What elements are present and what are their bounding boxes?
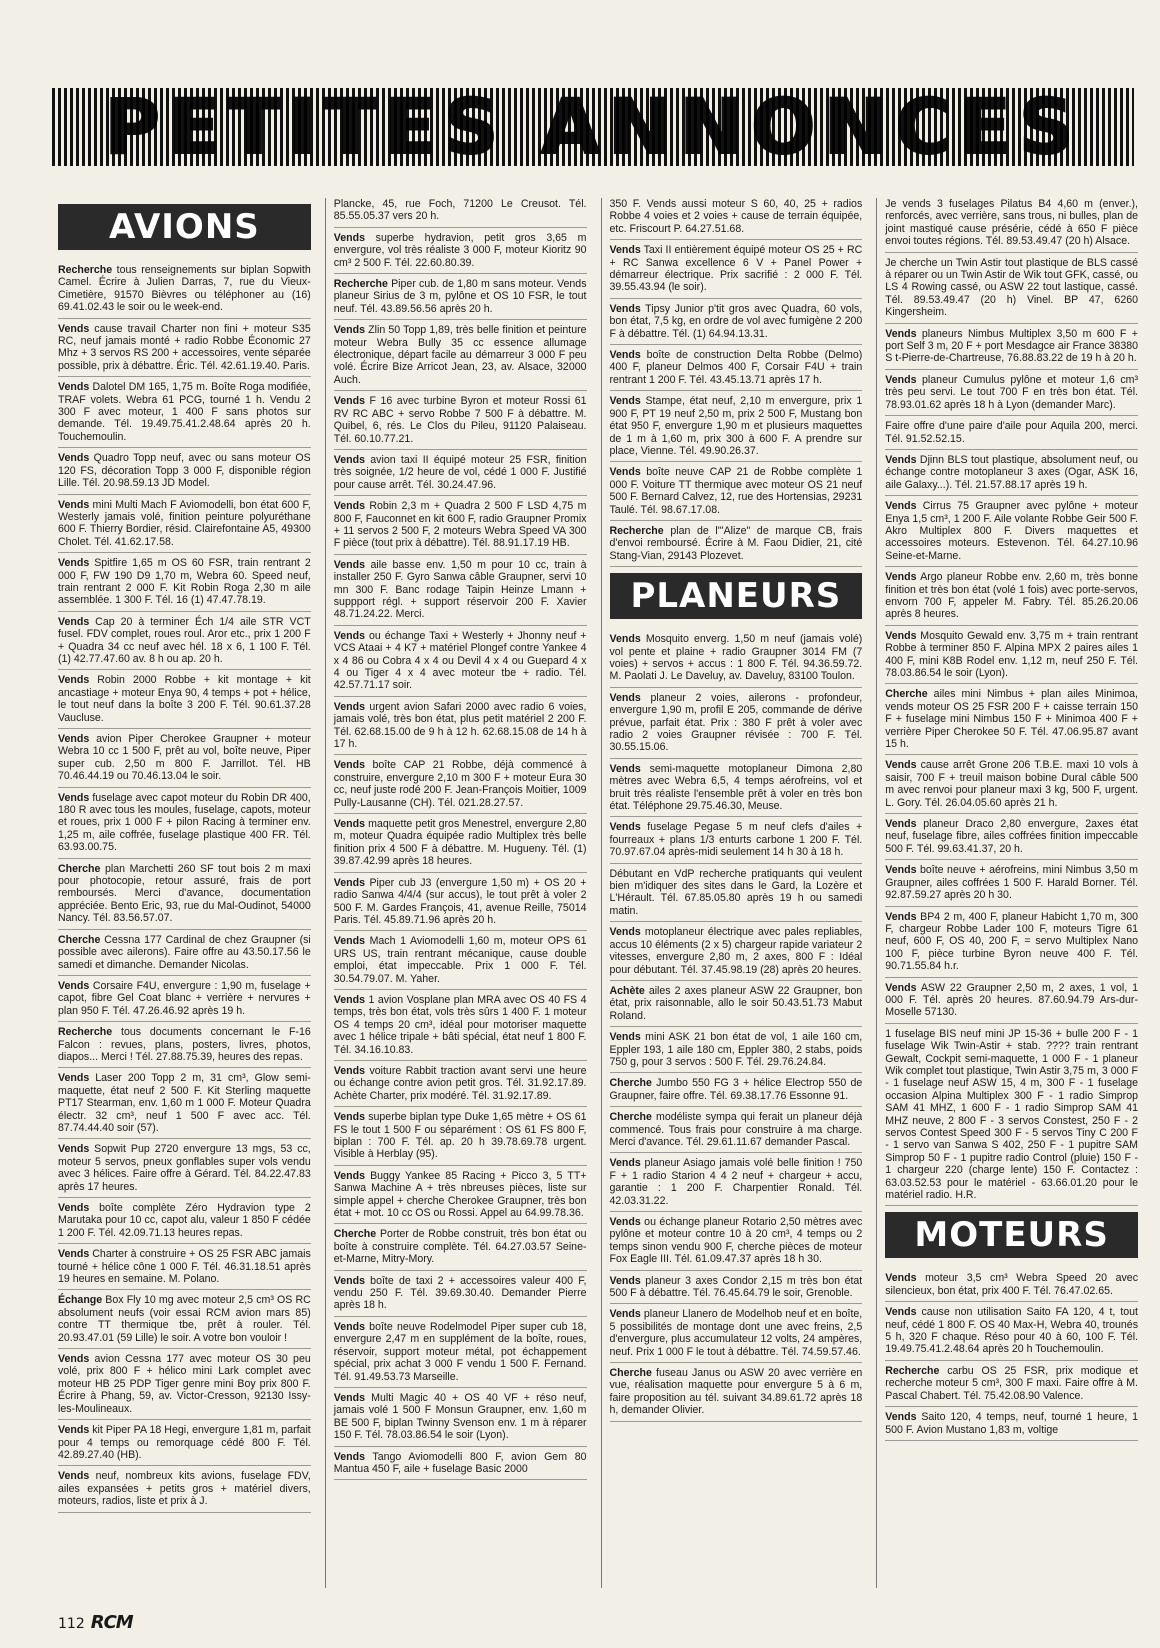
classified-ad [610, 985, 863, 1027]
ad-text: boîte complète Zéro Hydravion type 2 Marutaka pour 10 cc, capot alu, valeur 1 850 F cédée 1 200 F. Tél. 42.09.71.13 heures repas. [58, 1202, 311, 1239]
ad-text: moteur 3,5 cm³ Webra Speed 20 avec silencieux, bon état, prix 400 F. Tél. 76.47.02.65. [885, 1272, 1138, 1297]
ad-text: planeur Llanero de Modelhob neuf et en boîte, 5 possibilités de montage dont une avec freins, 2,5 d'envergure, plus accumulateur 12 volts, 24 ampères, neuf. Prix 1 000 F le tout à débattre. Tél. 74.59.57.46. [609, 1308, 863, 1358]
ad-keyword: Vends [885, 327, 917, 340]
ad-text: Piper cub J3 (envergure 1,50 m) + OS 20 + radio Sanwa 4/4/4 (sur accus), le tout prêt à voler 2 500 F. M. Gardes François, 41, avenue Reille, 75014 Paris. Tél. 45.89.71.96 après 20 h. [333, 876, 587, 926]
ad-text: Saito 120, 4 temps, neuf, tourné 1 heure, 1 500 F. Avion Mustano 1,83 m, voltige [885, 1411, 1138, 1436]
ad-keyword: Vends [58, 733, 90, 745]
ad-keyword: Vends [333, 453, 365, 466]
ad-text: ou échange Taxi + Westerly + Jhonny neuf + VCS Ataai + 4 K7 + matériel Plongef contre Yankee 4 x 4 86 ou Cobra 4 x 4 ou Devil 4 x 4 ou Guepard 4 x 4 ou Tiger 4 x 4 avec moteur tbe + radio. Tél. 42.57.71.17 soir. [333, 629, 587, 692]
ad-keyword: Vends [58, 674, 90, 687]
ad-text: mini Multi Mach F Aviomodelli, bon état 600 F, Westerly jamais volé, finition peinture polyuréthane 600 F. Thierry Bordier, résid. Clairefontaine A5, 49300 Cholet. Tél. 41.62.17.58. [58, 498, 311, 548]
ad-keyword: Vends [58, 791, 90, 804]
ad-text: boîte CAP 21 Robbe, déjà commencé à construire, envergure 2,10 m 300 F + moteur Eura 30 cc, neuf juste rodé 200 F. Jean-François Moitier, 1009 Pully-Lausanne (CH). Tél. 021.28.27.57. [333, 759, 587, 809]
ad-text: ailes mini Nimbus + plan ailes Minimoa, vends moteur OS 25 FSR 200 F + caisse terrain 150 F + fuselage mini Nimbus 150 F + Minimoa 400 F + verrière Piper Cherokee 50 F. Tél. 47.06.95.87 avant 15 h. [885, 688, 1138, 751]
classified-ad [58, 616, 311, 671]
ad-text: Piper cub. de 1,80 m sans moteur. Vends planeur Sirius de 3 m, pylône et OS 10 FSR, le tout neuf. Tél. 43.89.56.56 après 20 h. [333, 278, 587, 315]
ad-keyword: Recherche [609, 524, 664, 537]
ad-text: Cessna 177 Cardinal de chez Graupner (si possible avec ailerons). Faire offre au 43.50.17.56 le samedi et dimanche. Demander Nicolas. [58, 933, 311, 971]
classified-ad [334, 232, 587, 274]
classified-ad [885, 1272, 1138, 1302]
ad-text: ou échange planeur Rotario 2,50 mètres avec pylône et moteur contre 10 à 20 cm³, 4 temps ou 2 temps sinon vendu 900 F, cherche pièces de moteur Fox Eagle III. Tél. 61.09.47.37 après 18 h 30. [609, 1216, 863, 1266]
classified-ad [58, 980, 311, 1022]
ad-text: Faire offre d'une paire d'aile pour Aquila 200, merci. Tél. 91.52.52.15. [885, 420, 1138, 445]
classified-ad [610, 395, 863, 462]
classified-ad [885, 911, 1138, 978]
ad-text: Stampe, état neuf, 2,10 m envergure, prix 1 900 F, PT 19 neuf 2,50 m, prix 2 500 F, Mustang bon état 950 F, envergure 1,90 m et plusieurs maquettes de 1 m à 1,60 m, prix 300 à 600 F. A prendre sur place, Vienne. Tél. 49.90.26.37. [609, 395, 863, 457]
classified-ad [610, 303, 863, 345]
ad-text: BP4 2 m, 400 F, planeur Habicht 1,70 m, 300 F, chargeur Robbe Lader 100 F, moteurs Tigre 61 neuf, 600 F, OS 40, 200 F, = servo Multiplex Nano 100 F, pièce turbine Byron neuve 400 F. Tél. 90.71.55.84 h.r. [885, 910, 1138, 973]
classified-columns [58, 198, 1138, 1588]
classified-ad [58, 1424, 311, 1466]
classified-ad [885, 688, 1138, 755]
classified-ad [885, 864, 1138, 906]
ad-keyword: Cherche [333, 1228, 377, 1241]
classified-ad [885, 420, 1138, 450]
ad-keyword: Vends [609, 926, 641, 939]
ad-keyword: Vends [885, 1272, 917, 1285]
ad-keyword: Vends [885, 453, 917, 466]
classified-ad [885, 1028, 1138, 1207]
ad-text: planeur 2 voies, ailerons - profondeur, envergure 1,90 m, profil E 205, commande de dérive prévue, parfait état. Prix : 380 F prêt à voler avec radio 2 voies Graupner révisée : 700 F. Tél. 30.55.15.06. [609, 691, 863, 754]
ad-text: Cirrus 75 Graupner avec pylône + moteur Enya 1,5 cm³, 1 200 F. Aile volante Robbe Geir 500 F. Akro Multiplex 800 F. Divers maquettes et accessoires moteurs. Estevenon. Tél. 64.27.10.96 Seine-et-Marne. [885, 500, 1138, 562]
ad-text: superbe hydravion, petit gros 3,65 m envergure, vol très réaliste 3 000 F, moteur Kioritz 90 cm³ 2 500 F. Tél. 22.60.80.39. [333, 231, 587, 269]
ad-text: Je cherche un Twin Astir tout plastique de BLS cassé à réparer ou un Twin Astir de Wik tout GFK, cassé, ou LS 4 Rowing cassé, ou ASW 22 tout lastique, cassé. Tél. 89.53.49.47 (20 h) Vinel. BP 47, 6260 Kingersheim. [885, 256, 1138, 319]
ad-keyword: Recherche [333, 278, 388, 291]
classified-ad [885, 500, 1138, 567]
classified-ad [885, 759, 1138, 814]
ad-keyword: Vends [885, 864, 917, 877]
classified-ad [885, 1411, 1138, 1441]
classified-ad [58, 934, 311, 976]
classified-ad [58, 1143, 311, 1198]
classified-ad [610, 349, 863, 391]
ad-keyword: Recherche [885, 1364, 940, 1377]
classified-ad [885, 571, 1138, 626]
ad-keyword: Échange [58, 1294, 103, 1307]
ad-keyword: Vends [609, 466, 641, 479]
classified-ad [885, 630, 1138, 685]
classified-ad [610, 1157, 863, 1212]
ad-text: kit Piper PA 18 Hegi, envergure 1,81 m, parfait pour 4 temps ou remorquage cédé 800 F. Tél. 42.89.27.40 (HB). [58, 1424, 311, 1461]
classified-ad [334, 994, 587, 1061]
classified-ad [610, 633, 863, 688]
ad-keyword: Vends [333, 629, 365, 642]
ad-keyword: Vends [609, 1308, 641, 1321]
classified-ad [58, 792, 311, 859]
classified-ad [58, 1026, 311, 1068]
ad-keyword: Vends [609, 1274, 641, 1287]
ad-keyword: Cherche [609, 1367, 652, 1380]
classified-ad [885, 982, 1138, 1024]
ad-keyword: Vends [333, 1450, 365, 1463]
classified-ad [58, 452, 311, 494]
classified-ad [334, 935, 587, 990]
page-number: 112 [58, 1616, 85, 1632]
classified-ad [610, 1216, 863, 1271]
ad-text: planeur Cumulus pylône et moteur 1,6 cm³ très peu servi. Le tout 700 F en très bon état. Tél. 78.93.01.62 après 18 h à Lyon (demander Marc). [885, 373, 1138, 411]
ad-keyword: Vends [885, 629, 917, 642]
ad-text: voiture Rabbit traction avant servi une heure ou échange contre avion petit gros. Tél. 31.92.17.89. Achète Charter, prix modéré. Tél. 31.92.17.89. [333, 1064, 587, 1102]
ad-keyword: Vends [885, 910, 917, 923]
ad-keyword: Vends [333, 759, 365, 772]
ad-text: Charter à construire + OS 25 FSR ABC jamais tourné + hélice cône 1 000 F. Tél. 46.31.18.51 après 19 heures en semaine. M. Polano. [58, 1248, 311, 1286]
classified-ad [58, 557, 311, 612]
ad-keyword: Vends [333, 876, 365, 889]
ad-text: boîte de taxi 2 + accessoires valeur 400 F, vendu 250 F. Tél. 39.69.30.40. Demander Pierre après 18 h. [333, 1274, 587, 1312]
classified-ad [334, 500, 587, 555]
ad-keyword: Vends [609, 244, 641, 257]
ad-text: carbu OS 25 FSR, prix modique et recherche moteur 5 cm³, 300 F maxi. Faire offre à M. Pascal Chabert. Tél. 75.42.08.90 Valence. [885, 1364, 1138, 1402]
column-4 [876, 198, 1138, 1588]
classified-ad [58, 499, 311, 554]
ad-keyword: Vends [58, 615, 90, 628]
ad-text: avion Piper Cherokee Graupner + moteur Webra 10 cc 1 500 F, prêt au vol, boîte neuve, Piper super cub. 2,50 m 800 F. Jarrillot. Tél. HB 70.46.44.19 ou 70.46.13.04 le soir. [58, 733, 311, 783]
ad-keyword: Vends [885, 759, 917, 772]
masthead-title [52, 88, 1134, 166]
classified-ad [334, 877, 587, 932]
ad-text: superbe biplan type Duke 1,65 mètre + OS 61 FS le tout 1 500 F ou séparément : OS 61 FS 800 F, biplan : 700 F. Tél. ap. 20 h 39.78.69.78 urgent. Visible à Herblay (95). [333, 1111, 587, 1161]
ad-text: Djinn BLS tout plastique, absolument neuf, ou échange contre motoplaneur 3 axes (Ogar, ASK 16, aile Galaxy...). Tél. 21.57.88.17 après 19 h. [885, 453, 1138, 491]
classified-ad [58, 264, 311, 319]
ad-text: ASW 22 Graupner 2,50 m, 2 axes, 1 vol, 1 000 F. Tél. après 20 heures. 87.60.94.79 Ars-dur-Moselle 57130. [885, 981, 1138, 1019]
ad-keyword: Vends [885, 981, 917, 994]
classified-ad [58, 1072, 311, 1139]
ad-text: Robin 2,3 m + Quadra 2 500 F LSD 4,75 m 800 F, Fauconnet en kit 600 F, radio Graupner Promix + 11 servos 2 500 F, 2 moteurs Webra Speed VA 300 F pièce (tout prix à débattre). Tél. 88.91.17.19 HB. [333, 500, 587, 550]
ad-keyword: Vends [58, 1424, 90, 1437]
masthead-text: PETITES ANNONCES [104, 88, 1082, 166]
classified-ad [58, 381, 311, 448]
ad-keyword: Vends [885, 373, 917, 386]
classified-ad [334, 1228, 587, 1270]
column-3 [601, 198, 863, 1588]
ad-keyword: Vends [333, 231, 365, 244]
ad-keyword: Vends [333, 395, 365, 408]
ad-text: Multi Magic 40 + OS 40 VF + réso neuf, jamais volé 1 500 F Monsun Graupner, env. 1,60 m BE 500 F, biplan Twinny Svenson env. 1 m à réparer 150 F. Tél. 78.03.86.54 le soir (Lyon). [333, 1391, 587, 1442]
ad-text: fuseau Janus ou ASW 20 avec verrière en vue, réalisation maquette pour envergure 5 à 6 m, faire proposition au tél. suivant 34.89.61.72 après 18 h, demander Olivier. [609, 1367, 863, 1417]
ad-keyword: Vends [58, 1072, 90, 1085]
ad-text: Quadro Topp neuf, avec ou sans moteur OS 120 FS, décoration Topp 3 000 F, disponible région Lille. Tél. 20.98.59.13 JD Model. [58, 452, 311, 490]
ad-keyword: Vends [58, 1470, 90, 1483]
column-1 [58, 198, 311, 1588]
ad-keyword: Vends [58, 1248, 90, 1261]
ad-keyword: Vends [609, 762, 641, 775]
ad-text: avion Cessna 177 avec moteur OS 30 peu volé, prix 800 F + hélico mini Lark complet avec moteur HB 25 PDP Tiger genre mini Boy prix 800 F. Écrire à Phang, 59, av. Victor-Cresson, 92130 Issy-les-Moulineaux. [58, 1353, 311, 1415]
ad-text: boîte neuve + aérofreins, mini Nimbus 3,50 m Graupner, ailes coffrées 1 500 F. Harald Borner. Tél. 92.87.59.27 après 20 h 30. [885, 864, 1138, 902]
ad-keyword: Vends [885, 818, 917, 831]
ad-text: avion taxi II équipé moteur 25 FSR, finition très soignée, 1/2 heure de vol, cédé 1 000 F. Justifié pour cause arrêt. Tél. 30.24.47.96. [333, 453, 587, 491]
classified-ad [610, 466, 863, 521]
classified-ad [885, 198, 1138, 253]
ad-text: cause travail Charter non fini + moteur S35 RC, neuf jamais monté + radio Robbe Économic 27 Mhz + 3 servos RS 200 + accessoires, vente séparée possible, prix à débattre. Éric. Tél. 42.61.19.40. Paris. [58, 322, 311, 372]
ad-text: tous documents concernant le F-16 Falcon : revues, plans, posters, livres, photos, diapos... Merci ! Tél. 27.88.75.39, heures des repas. [58, 1026, 311, 1063]
classified-ad [334, 1065, 587, 1107]
classified-ad [58, 1294, 311, 1349]
classified-ad [58, 1353, 311, 1420]
magazine-logo: RCM [90, 1612, 133, 1633]
ad-keyword: Vends [609, 633, 641, 646]
ad-keyword: Recherche [58, 264, 113, 276]
ad-text: Box Fly 10 mg avec moteur 2,5 cm³ OS RC absolument neufs (voir essai RCM avion mars 85) contre TT thermique tbe, prêt à rouler. Tél. 20.93.47.01 (59 Lille) le soir. A votre bon vouloir ! [58, 1294, 311, 1344]
ad-keyword: Vends [333, 1064, 365, 1077]
ad-text: urgent avion Safari 2000 avec radio 6 voies, jamais volé, très bon état, plus petit matériel 2 200 F. Tél. 62.68.15.00 de 9 h à 12 h. 62.68.15.08 de 14 h à 17 h. [333, 700, 587, 751]
ad-keyword: Vends [58, 1202, 90, 1214]
ad-keyword: Vends [58, 381, 90, 394]
ad-text: tous renseignements sur biplan Sopwith Camel. Écrire à Julien Darras, 7, rue du Vieux-Cimetière, 91570 Bièvres ou téléphoner au (16) 69.41.02.43 le soir ou le week-end. [58, 264, 311, 314]
ad-text: Mach 1 Aviomodelli 1,60 m, moteur OPS 61 URS US, train rentrant mécanique, cause double emploi, état impeccable. Prix 1 000 F. Tél. 30.54.79.07. M. Yaher. [333, 935, 587, 985]
ad-keyword: Vends [333, 935, 365, 948]
ad-text: cause arrêt Grone 206 T.B.E. maxi 10 vols à saisir, 700 F + treuil maison bobine Dural câble 500 m avec renvoi pour planeur maxi 3 kg, 500 F, urgent. L. Gory. Tél. 26.04.05.60 après 21 h. [885, 759, 1138, 809]
ad-keyword: Vends [333, 1111, 365, 1124]
classified-ad [334, 701, 587, 756]
classified-ad [334, 198, 587, 228]
classified-ad [334, 278, 587, 320]
ad-text: plan Marchetti 260 SF tout bois 2 m maxi pour photocopie, retour assuré, frais de port remboursés. Merci d'avance, documentation appréciée. Bento Eric, 93, rue du Mal-Oudinot, 54000 Nancy. Tél. 83.56.57.07. [58, 862, 311, 925]
section-title-avions: AVIONS [58, 204, 311, 250]
ad-keyword: Vends [58, 1143, 90, 1156]
classified-ad [610, 926, 863, 981]
ad-keyword: Vends [609, 821, 641, 834]
ad-keyword: Vends [609, 691, 641, 704]
ad-text: Laser 200 Topp 2 m, 31 cm³, Glow semi-maquette, état neuf 2 500 F. Kit Sterling maquette PT17 Stearman, env. 1,60 m 1 000 F. Moteur Quadra électr. 32 cm³, neuf 1 500 F avec acc. Tél. 87.74.44.40 soir (57). [58, 1072, 311, 1134]
ad-keyword: Vends [609, 302, 641, 315]
ad-text: boîte de construction Delta Robbe (Delmo) 400 F, planeur Delmos 400 F, Corsair F4U + train rentrant 1 200 F. Tél. 43.45.13.71 après 17 h. [609, 349, 863, 386]
ad-keyword: Vends [58, 1353, 90, 1366]
ad-text: Débutant en VdP recherche pratiquants qui veulent bien m'idiquer des sites dans le Gard, la Lozère et L'Hérault. Tél. 67.85.05.80 après 19 h ou samedi matin. [609, 867, 863, 917]
ad-text: semi-maquette motoplaneur Dimona 2,80 mètres avec Webra 6,5, 4 temps aérofreins, vol et bruit très réaliste l'ensemble prêt à voler en très bon état. Téléphone 29.75.46.30, Meuse. [609, 762, 863, 813]
classified-ad [610, 692, 863, 759]
ad-keyword: Recherche [58, 1026, 113, 1039]
ad-text: Tipsy Junior p'tit gros avec Quadra, 60 vols, bon état, 7,5 kg, en ordre de vol avec fumigène 2 200 F à débattre. Tél. (1) 64.94.13.31. [609, 302, 863, 340]
ad-keyword: Vends [609, 1031, 641, 1044]
classified-ad [58, 733, 311, 788]
classified-ad [334, 1392, 587, 1447]
ad-text: Zlin 50 Topp 1,89, très belle finition et peinture moteur Webra Bully 35 cc essence allumage électronique, départ facile au démarreur 3 000 F peu volé. Écrire Bize Arricot Jean, 23, av. Alsace, 32000 Auch. [333, 324, 587, 386]
classified-ad [610, 1308, 863, 1363]
ad-keyword: Cherche [609, 1077, 652, 1090]
ad-keyword: Cherche [609, 1111, 652, 1124]
classified-ad [334, 559, 587, 626]
ad-text: Cap 20 à terminer Éch 1/4 aile STR VCT fusel. FDV complet, roues roul. Aror etc., prix 1 200 F + Quadra 34 cc neuf avec hél. 18 x 6, 1 100 F. Tél. (1) 42.77.47.60 av. 8 h ou ap. 20 h. [58, 615, 311, 665]
classified-ad [610, 1031, 863, 1073]
ad-keyword: Vends [333, 1274, 365, 1287]
classified-ad [885, 328, 1138, 370]
ad-keyword: Vends [58, 557, 90, 570]
classified-ad [610, 525, 863, 567]
ad-text: Tango Aviomodelli 800 F, avion Gem 80 Mantua 450 F, aile + fuselage Basic 2000 [333, 1450, 587, 1475]
classified-ad [334, 759, 587, 814]
ad-text: planeur Asiago jamais volé belle finition ! 750 F + 1 radio Starion 4 4 2 neuf + chargeur + accu, garantie : 1 200 F. Charpentier Ronald. Tél. 42.03.31.22. [609, 1157, 863, 1207]
ad-text: Dalotel DM 165, 1,75 m. Boîte Roga modifiée, TRAF volets. Webra 61 PCG, tourné 1 h. Vendu 2 300 F avec moteur, 1 400 F sans photos sur demande. Tél. 19.49.75.41.2.48.64 après 20 h. Touchemoulin. [58, 381, 311, 443]
ad-text: planeur Draco 2,80 envergure, 2axes état neuf, fuselage fibre, ailes coffrées finition impeccable 500 F. Tél. 99.63.41.37, 20 h. [885, 818, 1138, 855]
classified-ad [610, 1111, 863, 1153]
classified-ad [610, 763, 863, 818]
ad-text: Taxi II entièrement équipé moteur OS 25 + RC + RC Sanwa excellence 6 V + Panel Power + démarreur électrique. Prix sacrifié : 2 000 F. Tél. 39.55.43.94 (le soir). [609, 244, 863, 294]
ad-text: mini ASK 21 bon état de vol, 1 aile 160 cm, Eppler 193, 1 aile 180 cm, Eppler 380, 2 stabs, poids 750 g, pour 3 servos : 500 F. Tél. 29.76.24.84. [609, 1031, 863, 1068]
ad-keyword: Vends [333, 700, 365, 713]
ad-keyword: Cherche [58, 862, 101, 875]
ad-keyword: Vends [885, 1306, 917, 1319]
ad-keyword: Vends [885, 571, 917, 584]
ad-text: Jumbo 550 FG 3 + hélice Electrop 550 de Graupner, faire offre. Tél. 69.38.17.76 Essonne 91. [609, 1077, 863, 1102]
ad-text: Plancke, 45, rue Foch, 71200 Le Creusot. Tél. 85.55.05.37 vers 20 h. [333, 198, 587, 223]
ad-text: boîte neuve CAP 21 de Robbe complète 1 000 F. Voiture TT thermique avec moteur OS 21 neuf 500 F. Bernard Calvez, 12, rue des Hortensias, 29231 Taulé. Tél. 98.67.17.08. [609, 466, 863, 516]
classified-ad [334, 1275, 587, 1317]
ad-text: boîte neuve Rodelmodel Piper super cub 18, envergure 2,47 m en supplément de la boîte, roues, réservoir, support moteur métal, pot échappement spécial, prix achat 3 000 F vendu 1 500 F. Fernand. Tél. 91.49.53.73 Marseille. [333, 1320, 587, 1383]
classified-ad [334, 1451, 587, 1481]
classified-ad [885, 454, 1138, 496]
ad-keyword: Achète [609, 984, 645, 997]
classified-ad [610, 1077, 863, 1107]
ad-keyword: Vends [609, 349, 641, 362]
ad-text: Mosquito enverg. 1,50 m neuf (jamais volé) vol pente et plaine + radio Graupner 3014 FM (7 voies) + servos + accus : 1 800 F. Tél. 94.36.59.72. M. Paolati J. Le Daveluy, av. Daveluy, 83100 Toulon. [609, 633, 863, 683]
ad-keyword: Vends [333, 324, 365, 337]
ad-text: Mosquito Gewald env. 3,75 m + train rentrant Robbe à terminer 850 F. Alpina MPX 2 paires ailes 1 400 F, mini K8B Rodel env. 1,12 m, neuf 250 F. Tél. 78.03.86.54 le soir (Lyon). [885, 629, 1138, 679]
classified-ad [885, 1365, 1138, 1407]
classified-ad [334, 395, 587, 450]
classified-ad [58, 863, 311, 930]
classified-ad [885, 257, 1138, 324]
ad-keyword: Vends [333, 1320, 365, 1333]
classified-ad [58, 1202, 311, 1244]
page-footer [58, 1612, 133, 1633]
ad-text: 350 F. Vends aussi moteur S 60, 40, 25 + radios Robbe 4 voies et 2 voies + cause de terrain équipée, etc. Friscourt P. 64.27.51.68. [609, 198, 863, 235]
ad-text: Robin 2000 Robbe + kit montage + kit ancastiage + moteur Enya 90, 4 temps + pot + hélice, le tout neuf dans la boîte 3 200 F. Tél. 90.61.37.28 Vaucluse. [58, 674, 311, 724]
ad-keyword: Vends [58, 322, 90, 335]
column-2 [325, 198, 587, 1588]
classified-ad [610, 868, 863, 923]
ad-text: 1 avion Vosplane plan MRA avec OS 40 FS 4 temps, très bon état, vols très sûrs 1 400 F. 1 moteur OS 4 temps 20 cm³, idéal pour motoriser maquette avec 1 hélice tripale + bâti spécial, état neuf 1 800 F. Tél. 34.16.10.83. [333, 993, 587, 1056]
ad-text: Porter de Robbe construit, très bon état ou boîte à construire complète. Tél. 64.27.03.57 Seine-et-Marne, Mitry-Mory. [333, 1228, 587, 1266]
classified-ad [334, 1321, 587, 1388]
ad-text: maquette petit gros Menestrel, envergure 2,80 m, moteur Quadra équipée radio Multiplex très belle finition prix 4 500 F à débattre. M. Hugueny. Tél. (1) 39.87.42.99 après 18 heures. [333, 818, 587, 868]
classified-ad [58, 323, 311, 378]
ad-keyword: Cherche [58, 933, 101, 946]
classified-ad [334, 818, 587, 873]
classified-ad [334, 324, 587, 391]
section-title-planeurs: PLANEURS [610, 573, 863, 619]
classified-ad [885, 818, 1138, 860]
classified-ad [334, 1111, 587, 1166]
classified-ad [334, 454, 587, 496]
classified-ad [610, 821, 863, 863]
ad-keyword: Vends [333, 558, 365, 571]
classified-ad [885, 374, 1138, 416]
ad-text: aile basse env. 1,50 m pour 10 cc, train à installer 250 F. Gyro Sanwa câble Graupner, servi 10 mn 300 F. Banc rodage Taipin Heinze Lmann + suppport régl. + support réservoir 200 F. Xavier 48.71.24.22. Merci. [333, 558, 587, 621]
ad-keyword: Vends [885, 500, 917, 513]
classified-ad [58, 1470, 311, 1512]
classified-ad [610, 1367, 863, 1422]
classified-ad [885, 1306, 1138, 1361]
ad-keyword: Vends [58, 452, 90, 465]
ad-keyword: Vends [333, 818, 365, 831]
ad-keyword: Vends [58, 498, 90, 511]
ad-keyword: Vends [609, 1157, 641, 1170]
ad-keyword: Vends [609, 395, 641, 408]
ad-text: F 16 avec turbine Byron et moteur Rossi 61 RV RC ABC + servo Robbe 7 500 F à débattre. M. Quibel, 6, rés. Le Clos du Pileu, 91120 Palaiseau. Tél. 60.10.77.21. [333, 395, 587, 445]
ad-text: fuselage avec capot moteur du Robin DR 400, 180 R avec tous les moules, fuselage, capots, moteur et roues, prix 1 000 F + pilon Racing à terminer env. 1,25 m, aile coffrée, fuselage plastique 400 FR. Tél. 63.93.00.75. [58, 791, 311, 854]
classified-ad [610, 244, 863, 299]
ad-keyword: Cherche [885, 688, 928, 701]
ad-text: 1 fuselage BIS neuf mini JP 15-36 + bulle 200 F - 1 fuselage Wik Twin-Astir + stab. ???? train rentrant Gewalt, Cockpit semi-maquette, 1 000 F - 1 planeur Wik complet tout plastique, Twin Astir 3,75 m, 3 000 F - 1 fuselage neuf ASW 15, 4 m, 300 F - 1 fuselage occasion Alpina Multiplex 300 F - 1 radio Simprop SAM 41 MHZ, 1 600 F - 1 radio Simprop SAM 41 MHZ neuve, 2 800 F - 3 servos Constest, 250 F - 2 servos Contest Speed 300 F - 5 servos Tiny C 200 F - 1 servo van Sanwa S 402, 250 F - 1 pupitre SAM Simprop 50 F - 1 pupitre radio Control (pluie) 150 F - 1 chargeur 220 (charge lente) 150 F. Contactez : 63.03.52.53 pour le matériel - 63.66.01.20 pour le matériel radio. H.R. [885, 1027, 1138, 1202]
classified-ad [58, 674, 311, 729]
classified-ad [610, 1275, 863, 1305]
ad-text: ailes 2 axes planeur ASW 22 Graupner, bon état, prix raisonnable, allo le soir 50.43.51.73 Mabut Roland. [609, 984, 863, 1022]
ad-text: plan de l'"Alize" de marque CB, frais d'envoi remboursé. Écrire à M. Faou Didier, 21, cité Stang-Vian, 29143 Plozevet. [609, 524, 863, 562]
ad-text: Je vends 3 fuselages Pilatus B4 4,60 m (enver.), renforcés, avec verrière, sans trous, ni bulles, plan de joint mastiqué cause présérie, cédé à 650 F pièce envoi toutes régions. Tél. 89.53.49.47 (20 h) Alsace. [885, 198, 1138, 248]
ad-text: fuselage Pegase 5 m neuf clefs d'ailes + fourreaux + plans 1/3 enturts carbone 1 200 F. Tél. 70.97.67.04 après-midi seulement 14 h 30 à 18 h. [609, 821, 863, 859]
classified-ad [58, 1248, 311, 1290]
ad-text: Buggy Yankee 85 Racing + Picco 3, 5 TT+ Sanwa Machine A + très nbreuses pièces, liste sur simple appel + cherche Cherokee Graupner, très bon état + mot. 10 cc OS ou Rossi. Appel au 64.99.78.36. [333, 1169, 587, 1220]
classified-ad [610, 198, 863, 240]
ad-keyword: Vends [333, 500, 365, 513]
ad-text: modéliste sympa qui ferait un planeur déjà commencé. Tous frais pour construire à ma charge. Merci d'avance. Tél. 29.61.11.67 demander Pascal. [609, 1111, 863, 1148]
ad-text: Corsaire F4U, envergure : 1,90 m, fuselage + capot, fibre Gel Coat blanc + verrière + nervures + plan 950 F. Tél. 47.26.46.92 après 19 h. [58, 979, 311, 1017]
ad-text: Spitfire 1,65 m OS 60 FSR, train rentrant 2 000 F, FW 190 D9 1,70 m, Webra 60. Speed neuf, train rentrant 2 000 F. Kit Robin Roga 2,30 m aile assemblée. 1 300 F. Tél. 16 (1) 47.47.78.19. [58, 557, 311, 607]
ad-text: Argo planeur Robbe env. 2,60 m, très bonne finition et très bon état (volé 1 fois) avec porte-servos, envorn 700 F, appeler M. Fabry. Tél. 85.26.20.06 après 8 heures. [885, 571, 1138, 621]
ad-keyword: Vends [885, 1411, 917, 1424]
ad-keyword: Vends [333, 1169, 365, 1182]
ad-keyword: Vends [333, 993, 365, 1006]
classified-ad [334, 630, 587, 697]
ad-text: neuf, nombreux kits avions, fuselage FDV, ailes expansées + petits gros + matériel divers, moteurs, radios, liste et prix à J. [58, 1470, 311, 1508]
section-title-moteurs: MOTEURS [885, 1212, 1138, 1258]
ad-keyword: Vends [609, 1216, 641, 1228]
classified-ad [334, 1170, 587, 1225]
ad-text: planeurs Nimbus Multiplex 3,50 m 600 F + port Self 3 m, 20 F + port Mesdagce air France 38380 S t-Pierre-de-Chartreuse, 76.88.83.22 de 19 h à 20 h. [885, 327, 1138, 365]
ad-text: planeur 3 axes Condor 2,15 m très bon état 500 F à débattre. Tél. 76.45.64.79 le soir, Grenoble. [609, 1274, 863, 1300]
ad-text: Sopwit Pup 2720 envergure 13 mgs, 53 cc, moteur 5 servos, pneux gonflables super vols vendu avec 3 hélices. Faire offre à Gérard. Tél. 84.22.47.83 après 17 heures. [58, 1143, 311, 1193]
ad-text: motoplaneur électrique avec pales repliables, accus 10 éléments (2 x 5) chargeur rapide variateur 2 vitesses, envergure 2,80 m, 2 axes, 800 F : Idéal pour débutant. Tél. 37.45.98.19 (28) après 20 heures. [609, 926, 863, 976]
ad-text: cause non utilisation Saito FA 120, 4 t, tout neuf, cédé 1 800 F. OS 40 Max-H, Webra 40, trounés 5 h, 320 F chaque. Réso pour 40 à 60, 100 F. Tél. 19.49.75.41.2.48.64 après 20 h Touchemoulin. [885, 1306, 1138, 1356]
ad-keyword: Vends [333, 1391, 365, 1404]
ad-keyword: Vends [58, 979, 90, 992]
